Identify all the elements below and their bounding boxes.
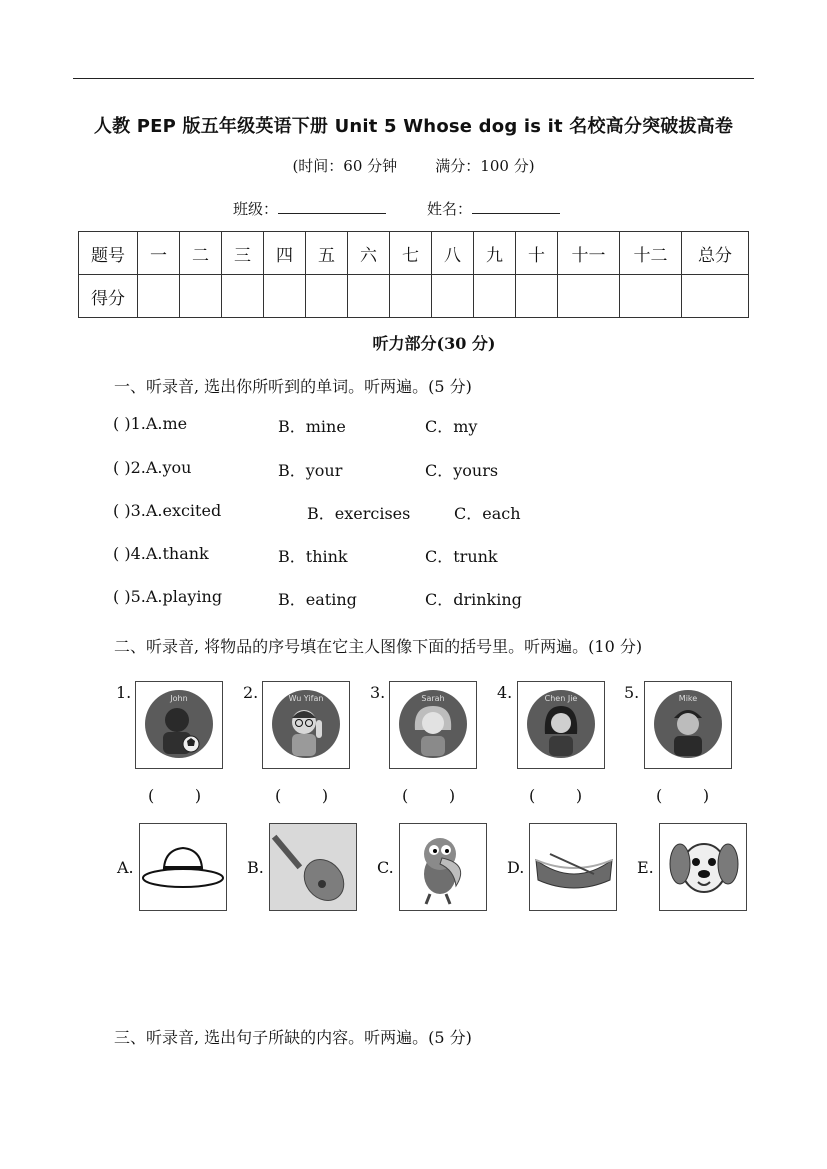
- score-header-row: [79, 232, 749, 275]
- score-cell[interactable]: [682, 275, 749, 318]
- q1-c: C．my: [425, 417, 478, 436]
- item-letter: D.: [507, 858, 525, 877]
- pipa-icon: [270, 824, 356, 910]
- person-number: 1.: [116, 683, 132, 702]
- answer-paren-4[interactable]: ( ): [529, 786, 583, 805]
- section2-instruction: 二、听录音, 将物品的序号填在它主人图像下面的括号里。听两遍。(10 分): [114, 637, 643, 656]
- score-cell[interactable]: [264, 275, 306, 318]
- q5-c: C．drinking: [425, 590, 522, 609]
- q4-b: B．think: [278, 547, 348, 566]
- person-card-chen-jie: [517, 681, 605, 769]
- q4-c: C．trunk: [425, 547, 498, 566]
- mike-avatar: Mike: [654, 690, 722, 758]
- q4-a[interactable]: ( )4.A.thank: [113, 544, 209, 563]
- item-letter: E.: [637, 858, 654, 877]
- item-card-d: [529, 823, 617, 911]
- score-table: [78, 231, 749, 318]
- header-rule: [73, 78, 754, 79]
- class-label: 班级：: [233, 200, 279, 218]
- score-header-cell: 十: [516, 232, 558, 275]
- score-header-cell: 三: [222, 232, 264, 275]
- class-blank[interactable]: [278, 199, 386, 214]
- item-card-e: [659, 823, 747, 911]
- score-cell[interactable]: [516, 275, 558, 318]
- bird-icon: [400, 824, 486, 910]
- score-cell[interactable]: [432, 275, 474, 318]
- score-row-label: 得分: [79, 275, 138, 318]
- score-cell[interactable]: [138, 275, 180, 318]
- score-cell[interactable]: [348, 275, 390, 318]
- answer-paren-3[interactable]: ( ): [402, 786, 456, 805]
- score-header-cell: 十二: [620, 232, 682, 275]
- score-header-cell: 四: [264, 232, 306, 275]
- score-header-cell: 一: [138, 232, 180, 275]
- item-card-b: [269, 823, 357, 911]
- name-field: [427, 198, 560, 219]
- section3-instruction: 三、听录音, 选出句子所缺的内容。听两遍。(5 分): [114, 1028, 472, 1047]
- time-info: (时间：60 分钟 满分：100 分): [292, 157, 535, 175]
- person-card-mike: [644, 681, 732, 769]
- item-card-a: [139, 823, 227, 911]
- wu-yifan-avatar: Wu Yifan: [272, 690, 340, 758]
- q3-a[interactable]: ( )3.A.excited: [113, 501, 222, 520]
- person-number: 3.: [370, 683, 386, 702]
- name-label: 姓名：: [427, 200, 473, 218]
- item-letter: A.: [117, 858, 134, 877]
- score-header-cell: 十一: [558, 232, 620, 275]
- person-card-wu-yifan: [262, 681, 350, 769]
- answer-paren-2[interactable]: ( ): [275, 786, 329, 805]
- item-letter: C.: [377, 858, 394, 877]
- item-card-c: [399, 823, 487, 911]
- score-cell[interactable]: [306, 275, 348, 318]
- score-cell[interactable]: [558, 275, 620, 318]
- section1-instruction: 一、听录音, 选出你所听到的单词。听两遍。(5 分): [114, 377, 472, 396]
- q5-b: B．eating: [278, 590, 357, 609]
- dog-icon: [660, 824, 746, 910]
- person-number: 4.: [497, 683, 513, 702]
- item-letter: B.: [247, 858, 264, 877]
- person-card-john: [135, 681, 223, 769]
- hat-icon: [140, 824, 226, 910]
- q2-b: B．your: [278, 461, 343, 480]
- q3-c: C．each: [454, 504, 521, 523]
- score-header-cell: 八: [432, 232, 474, 275]
- person-number: 5.: [624, 683, 640, 702]
- page-title: 人教 PEP 版五年级英语下册 Unit 5 Whose dog is it 名校高分突破拔高卷: [93, 116, 734, 137]
- answer-paren-5[interactable]: ( ): [656, 786, 710, 805]
- score-header-cell: 题号: [79, 232, 138, 275]
- q1-b: B．mine: [278, 417, 346, 436]
- score-cell[interactable]: [390, 275, 432, 318]
- score-cell[interactable]: [222, 275, 264, 318]
- score-cell[interactable]: [474, 275, 516, 318]
- canoe-icon: [530, 824, 616, 910]
- q2-c: C．yours: [425, 461, 499, 480]
- score-cell[interactable]: [620, 275, 682, 318]
- score-header-cell: 二: [180, 232, 222, 275]
- score-header-cell: 六: [348, 232, 390, 275]
- sarah-avatar: Sarah: [399, 690, 467, 758]
- q3-b: B．exercises: [307, 504, 411, 523]
- person-number: 2.: [243, 683, 259, 702]
- john-avatar: John: [145, 690, 213, 758]
- score-header-cell: 七: [390, 232, 432, 275]
- score-header-cell: 总分: [682, 232, 749, 275]
- answer-paren-1[interactable]: ( ): [148, 786, 202, 805]
- q5-a[interactable]: ( )5.A.playing: [113, 587, 223, 606]
- class-field: [233, 198, 386, 219]
- q1-a[interactable]: ( )1.A.me: [113, 414, 188, 433]
- chen-jie-avatar: Chen Jie: [527, 690, 595, 758]
- score-header-cell: 五: [306, 232, 348, 275]
- score-header-cell: 九: [474, 232, 516, 275]
- name-blank[interactable]: [472, 199, 560, 214]
- q2-a[interactable]: ( )2.A.you: [113, 458, 192, 477]
- person-card-sarah: [389, 681, 477, 769]
- score-value-row: [79, 275, 749, 318]
- listening-title: 听力部分(30 分): [372, 334, 496, 353]
- score-cell[interactable]: [180, 275, 222, 318]
